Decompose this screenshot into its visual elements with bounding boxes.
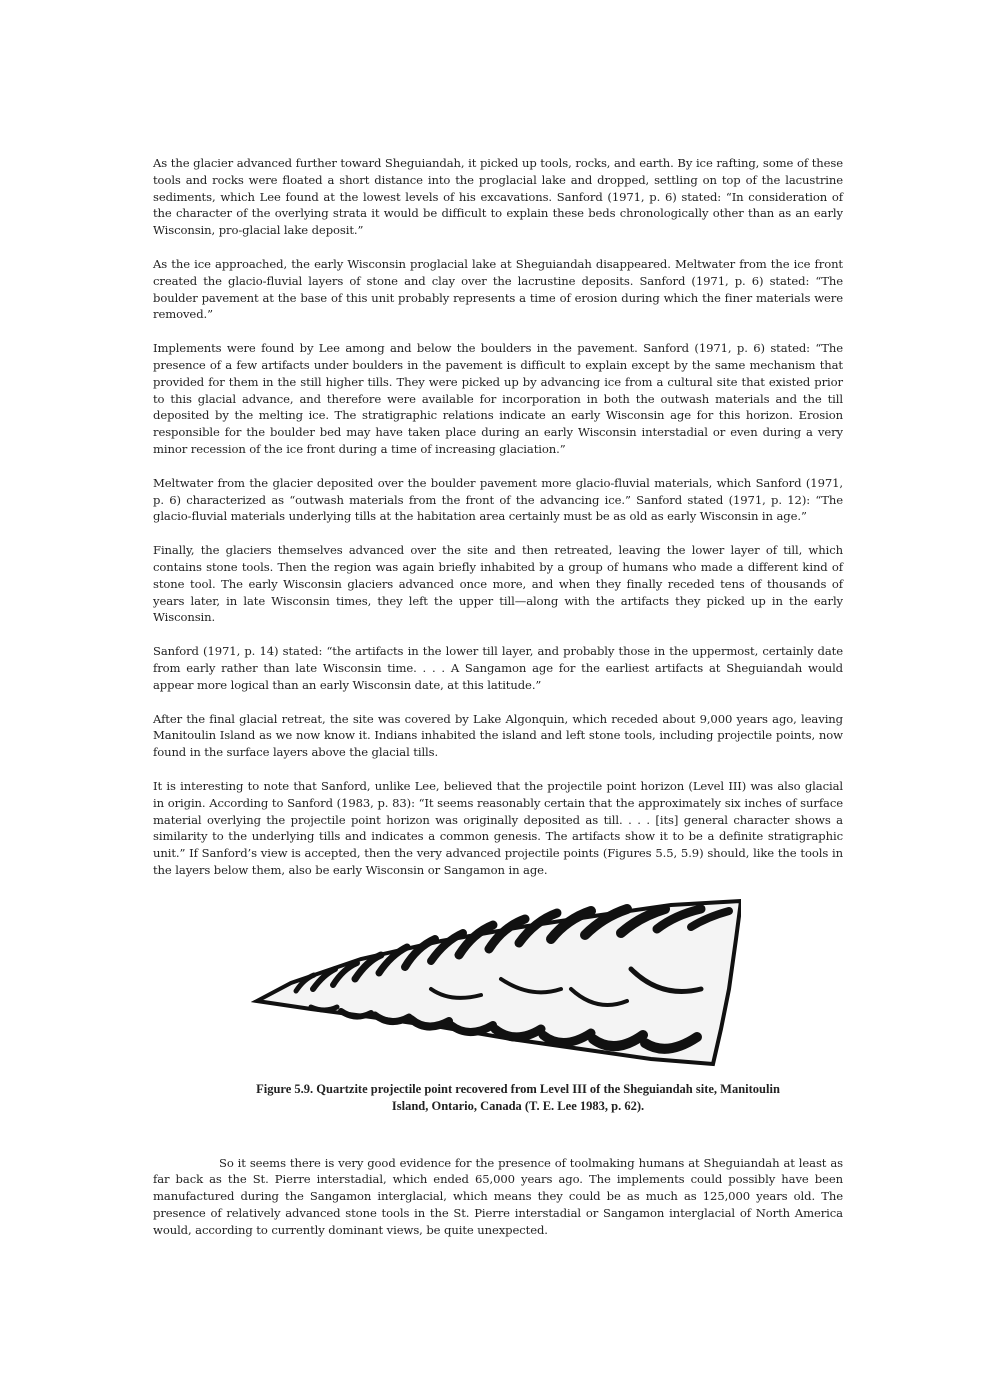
paragraph-glacier-advance: As the glacier advanced further toward Sheguiandah, it picked up tools, rocks, and earth. By ice rafting, some of these tools and rocks were floated a short distance into the proglacial lake and dropped, settling on top of the lacustrine sediments, which Lee found at the lowest levels of his excavations. Sanford (1971, p. 6) stated: “In consideration of the character of the overlying strata it would be difficult to explain these beds chronologically other than as an early Wisconsin, pro-glacial lake deposit.” (153, 156, 843, 238)
paragraph-conclusion: So it seems there is very good evidence for the presence of toolmaking humans at Sheguiandah at least as far back as the St. Pierre interstadial, which ended 65,000 years ago. The implements could possibly have been manufactured during the Sangamon interglacial, which means they could be as much as 125,000 years old. The presence of relatively advanced stone tools in the St. Pierre interstadial or Sangamon interglacial of North America would, according to currently dominant views, be quite unexpected. (153, 1155, 843, 1237)
paragraph-lake-algonquin: After the final glacial retreat, the site was covered by Lake Algonquin, which receded about 9,000 years ago, leaving Manitoulin Island as we now know it. Indians inhabited the island and left stone tools, including projectile points, now found in the surface layers above the glacial tills. (153, 711, 843, 760)
figure-caption-line-1: Figure 5.9. Quartzite projectile point recovered from Level III of the Sheguiandah site, Manitoulin (256, 1081, 780, 1096)
figure-caption (153, 1081, 843, 1115)
paragraph-boulder-pavement: Implements were found by Lee among and below the boulders in the pavement. Sanford (1971, p. 6) stated: “The presence of a few artifacts under boulders in the pavement is difficult to explain except by the same mechanism that provided for them in the still higher tills. They were picked up by advancing ice from a cultural site that existed prior to this glacial advance, and therefore were available for incorporation in both the outwash materials and the till deposited by the melting ice. The stratigraphic relations indicate an early Wisconsin age for this horizon. Erosion responsible for the boulder bed may have taken place during an early Wisconsin interstadial or even during a very minor recession of the ice front during a time of increasing glaciation.” (153, 341, 843, 456)
paragraph-meltwater: Meltwater from the glacier deposited over the boulder pavement more glacio-fluvial materials, which Sanford (1971, p. 6) characterized as “outwash materials from the front of the advancing ice.” Sanford stated (1971, p. 12): “The glacio-fluvial materials underlying tills at the habitation area certainly must be as old as early Wisconsin in age.” (153, 475, 843, 524)
projectile-point-illustration (251, 899, 741, 1067)
figure-5-9 (153, 899, 843, 1115)
paragraph-sanford-quote: Sanford (1971, p. 14) stated: “the artifacts in the lower till layer, and probably those in the uppermost, certainly date from early rather than late Wisconsin time. . . . A Sangamon age for the earliest artifacts at Sheguiandah would appear more logical than an early Wisconsin date, at this latitude.” (153, 644, 843, 692)
paragraph-lower-till: Finally, the glaciers themselves advanced over the site and then retreated, leaving the lower layer of till, which contains stone tools. Then the region was again briefly inhabited by a group of humans who made a different kind of stone tool. The early Wisconsin glaciers advanced once more, and when they finally receded tens of thousands of years later, in late Wisconsin times, they left the upper till—along with the artifacts they picked up in the early Wisconsin. (153, 543, 843, 625)
paragraph-ice-approach: As the ice approached, the early Wisconsin proglacial lake at Sheguiandah disappeared. Meltwater from the ice front created the glacio-fluvial layers of stone and clay over the lacrustine deposits. Sanford (1971, p. 6) stated: “The boulder pavement at the base of this unit probably represents a time of erosion during which the finer materials were removed.” (153, 256, 843, 322)
document-page (153, 155, 843, 1256)
figure-caption-line-2: Island, Ontario, Canada (T. E. Lee 1983, p. 62). (391, 1098, 645, 1113)
paragraph-projectile-horizon: It is interesting to note that Sanford, unlike Lee, believed that the projectile point horizon (Level III) was also glacial in origin. According to Sanford (1983, p. 83): “It seems reasonably certain that the approximately six inches of surface material overlying the projectile point horizon was originally deposited as till. . . . [its] general character shows a similarity to the underlying tills and indicates a common genesis. The artifacts show it to be a definite stratigraphic unit.” If Sanford’s view is accepted, then the very advanced projectile points (Figures 5.5, 5.9) should, like the tools in the layers below them, also be early Wisconsin or Sangamon in age. (153, 778, 843, 877)
